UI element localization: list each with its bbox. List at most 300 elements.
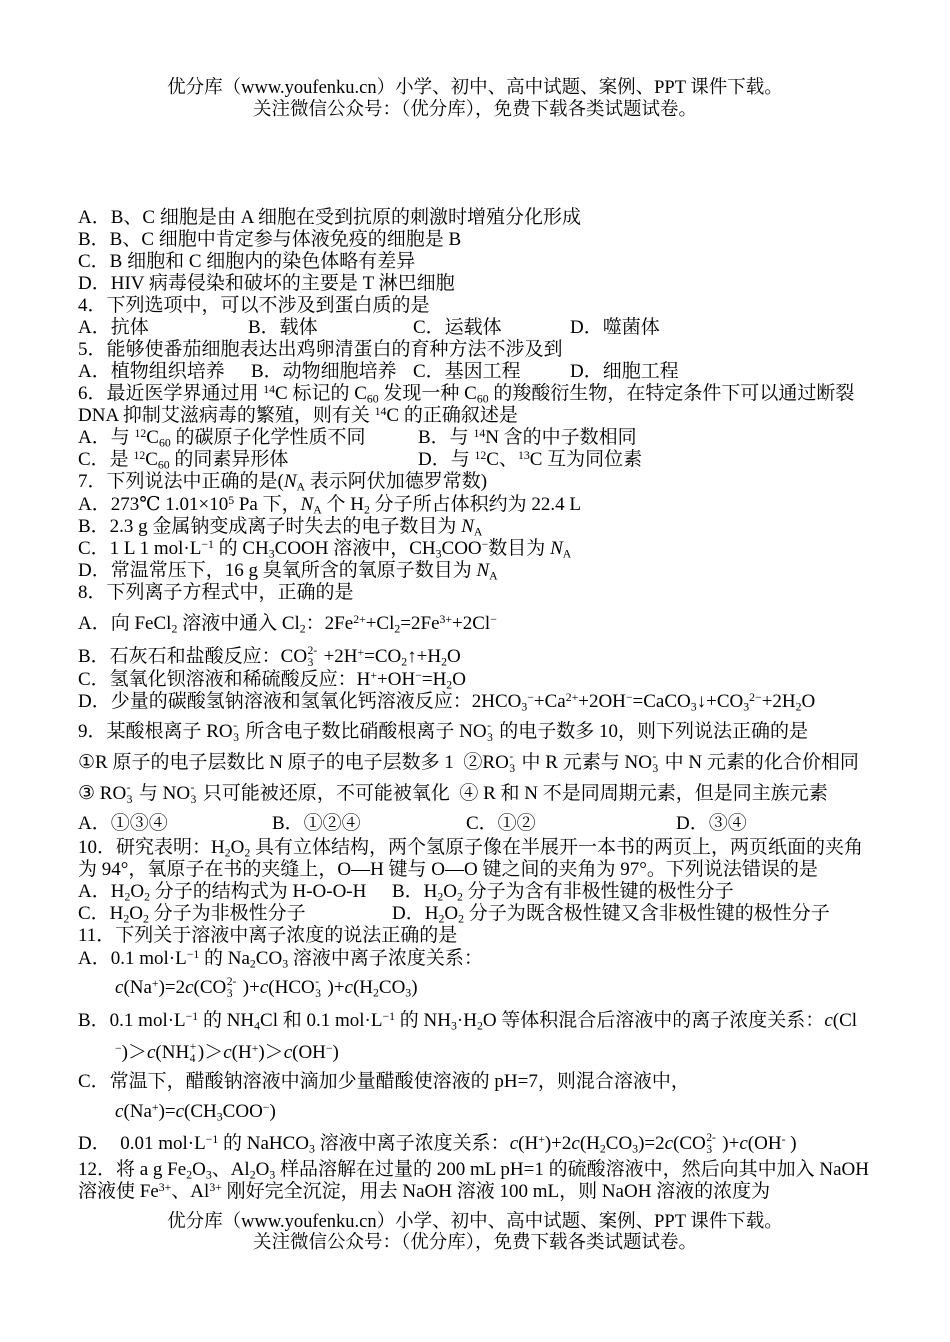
stacked-charge	[706, 1132, 716, 1156]
text-run: B．石灰石和盐酸反应：CO	[78, 646, 308, 667]
text-run: CO	[605, 1133, 633, 1154]
text-run: 与 NO	[134, 783, 191, 804]
charge-superscript: -	[652, 751, 657, 763]
text-run: +2OH	[578, 691, 626, 712]
text-run: B．动物细胞培养	[251, 361, 397, 382]
text-run: COO	[441, 538, 482, 559]
option-column	[78, 361, 225, 383]
text-run: O	[801, 691, 816, 712]
line-text	[78, 925, 457, 947]
superscript: −	[625, 690, 633, 704]
italic-symbol: c	[115, 1101, 124, 1122]
text-run: 中 R 元素与 NO	[516, 752, 652, 773]
superscript: −1	[382, 1009, 396, 1023]
text-run: )＞	[258, 1042, 284, 1063]
option-column	[272, 813, 361, 835]
q8-option-d	[0, 691, 950, 713]
superscript: −	[490, 612, 497, 626]
subscript: 3	[216, 1110, 223, 1124]
text-run: 个 H	[321, 494, 365, 515]
line-text	[78, 494, 581, 516]
subscript: 3	[309, 1142, 315, 1156]
subscript: A	[313, 503, 322, 517]
superscript: 12	[474, 448, 487, 462]
text-run: 分子的结构式为 H-O-O-H	[149, 881, 367, 902]
text-run: C．基因工程	[413, 361, 521, 382]
subscript: 2	[123, 912, 130, 926]
text-run: O	[443, 881, 458, 902]
line-text	[78, 229, 461, 251]
text-run: ：2Fe	[305, 613, 354, 634]
text-run: 、Al	[211, 1159, 250, 1180]
superscript: +	[151, 1100, 159, 1114]
charge-subscript: 3	[233, 732, 239, 744]
text-run: 的同素异形体	[169, 449, 289, 470]
superscript: 3+	[158, 1180, 172, 1194]
text-run: )＞	[121, 1042, 147, 1063]
text-run: A．0.1 mol·L	[78, 948, 187, 969]
subscript: 3	[282, 957, 289, 971]
text-run: C 标记的 C	[275, 383, 367, 404]
line-text	[78, 691, 815, 713]
superscript: +	[370, 668, 378, 682]
q11-option-c	[0, 1071, 950, 1093]
text-run: COOH 溶液中，CH	[274, 538, 436, 559]
subscript: 2	[457, 890, 463, 904]
text-run: O	[255, 1159, 270, 1180]
text-run: CO	[378, 977, 406, 998]
subscript: 2	[244, 846, 251, 860]
text-run: 9．某酸根离子 RO	[78, 721, 233, 742]
superscript: −	[115, 1041, 122, 1055]
q11-option-c-continued	[0, 1101, 950, 1123]
text-run: )	[785, 1133, 797, 1154]
q11-option-b-continued	[0, 1041, 950, 1063]
superscript: 2+	[353, 612, 366, 626]
text-run: A．H	[78, 881, 125, 902]
text-run: O	[447, 646, 461, 667]
q6-stem	[0, 383, 950, 405]
superscript: 3+	[439, 612, 453, 626]
q9-statements-3-4	[0, 782, 950, 804]
text-run: )=2	[158, 977, 186, 998]
subscript: 2	[144, 890, 150, 904]
line-text	[78, 516, 482, 538]
option-column	[78, 317, 149, 339]
text-run: )=	[158, 1101, 176, 1122]
italic-symbol: c	[175, 1101, 185, 1122]
text-run: 的 NH	[198, 1010, 255, 1031]
text-run: A．向 FeCl	[78, 613, 172, 634]
italic-symbol: N	[476, 560, 490, 581]
text-run: DNA 抑制艾滋病毒的繁殖，则有关	[78, 405, 375, 426]
q3-option-a	[0, 207, 950, 229]
option-column	[78, 449, 288, 471]
subscript: 4	[254, 1019, 261, 1033]
text-run: 刚好完全沉淀，用去 NaOH 溶液 100 mL，则 NaOH 溶液的浓度为	[221, 1181, 771, 1202]
subscript: 60	[366, 392, 379, 406]
superscript: 14	[374, 404, 387, 418]
charge-superscript: -	[315, 976, 320, 988]
superscript: −	[415, 668, 422, 682]
text-run: O	[230, 837, 245, 858]
superscript: −	[325, 1041, 333, 1055]
text-run: 4．下列选项中，可以不涉及到蛋白质的是	[78, 295, 430, 316]
subscript: 2	[249, 957, 256, 971]
subscript: 2	[373, 986, 379, 1000]
subscript: 3	[269, 1168, 276, 1182]
text-run: 分子为非极性分子	[148, 903, 306, 924]
charge-superscript: -	[190, 782, 195, 794]
q9-stem	[0, 720, 950, 742]
text-run: (CH	[184, 1101, 217, 1122]
text-run: C、	[486, 449, 518, 470]
text-run: (H	[518, 1133, 539, 1154]
text-run: (OH	[747, 1133, 782, 1154]
text-run: C．H	[78, 903, 124, 924]
text-run: O	[129, 903, 144, 924]
text-run: )+	[717, 1133, 740, 1154]
subscript: 60	[157, 458, 170, 472]
subscript: 2	[186, 1168, 193, 1182]
line-text	[115, 976, 418, 1000]
text-run: D．少量的碳酸氢钠溶液和氢氧化钙溶液反应：2HCO	[78, 691, 522, 712]
text-run: D．③④	[676, 813, 747, 834]
text-run: D．与	[418, 449, 475, 470]
page-header-line-1: 优分库（www.youfenku.cn）小学、初中、高中试题、案例、PPT 课件下载。	[167, 78, 783, 98]
text-run: )	[332, 1042, 339, 1063]
italic-symbol: c	[259, 977, 269, 998]
text-run: )	[411, 977, 418, 998]
q7-stem	[0, 471, 950, 493]
charge-subscript: 3	[126, 794, 133, 806]
line-text	[78, 1181, 770, 1203]
italic-symbol: c	[739, 1133, 748, 1154]
text-run: +2Cl	[452, 613, 491, 634]
q10-options-c-d	[0, 903, 950, 925]
q11-option-b	[0, 1010, 950, 1032]
charge-subscript: 3	[226, 988, 233, 1000]
text-run: 、Al	[171, 1181, 210, 1202]
text-run: 的 Na	[199, 948, 250, 969]
q3-option-b	[0, 229, 950, 251]
subscript: 2	[224, 846, 231, 860]
subscript: 3	[632, 1142, 639, 1156]
subscript: 2	[299, 622, 306, 636]
line-text	[78, 295, 430, 317]
q5-options	[0, 361, 950, 383]
text-run: 10．研究表明：H	[78, 837, 225, 858]
stacked-charge	[227, 976, 237, 1000]
subscript: 2	[401, 655, 408, 669]
option-column	[78, 427, 365, 449]
line-text	[78, 273, 455, 295]
subscript: 2	[437, 890, 444, 904]
subscript: 3	[205, 1168, 212, 1182]
subscript: 3	[435, 547, 442, 561]
q11-stem	[0, 925, 950, 947]
text-run: (Na	[123, 977, 152, 998]
subscript: 3	[743, 700, 750, 714]
charge-subscript: 3	[487, 732, 493, 744]
text-run: 只可能被还原，不可能被氧化 ④ R 和 N 不是同周期元素，但是同主族元素	[198, 783, 828, 804]
line-text	[78, 405, 518, 427]
subscript: 2	[458, 912, 464, 926]
charge-superscript: +	[189, 1041, 197, 1053]
text-run: B．2.3 g 金属钠变成离子时失去的电子数目为	[78, 516, 462, 537]
text-run: 样品溶解在过量的 200 mL pH=1 的硫酸溶液中，然后向其中加入 NaOH	[275, 1159, 869, 1180]
text-run: (NH	[155, 1042, 190, 1063]
stacked-charge	[190, 1041, 196, 1065]
superscript: −1	[186, 947, 200, 961]
text-run: 的 NH	[395, 1010, 451, 1031]
italic-symbol: c	[115, 977, 124, 998]
option-column	[676, 813, 747, 835]
text-run: C 互为同位素	[529, 449, 643, 470]
text-run: 的 NaHCO	[218, 1133, 310, 1154]
line-text	[78, 613, 497, 635]
text-run: 中 N 元素的化合价相同	[659, 752, 859, 773]
text-run: 具有立体结构，两个氢原子像在半展开一本书的两页上，两页纸面的夹角	[250, 837, 864, 858]
text-run: =CO	[364, 646, 402, 667]
line-text	[78, 383, 854, 405]
charge-superscript: 2-	[226, 976, 237, 988]
text-run: )	[269, 1101, 276, 1122]
stacked-charge	[233, 720, 239, 744]
subscript: 2	[394, 622, 401, 636]
superscript: 3+	[209, 1180, 222, 1194]
text-run: A．抗体	[78, 317, 149, 338]
text-run: (CO	[193, 977, 227, 998]
text-run: =2Fe	[400, 613, 440, 634]
q7-option-c	[0, 538, 950, 560]
superscript: 14	[473, 426, 486, 440]
q8-option-b	[0, 645, 950, 667]
subscript: 3	[690, 700, 697, 714]
text-run: =CaCO	[632, 691, 691, 712]
text-run: 溶液中离子浓度关系：	[314, 1133, 510, 1154]
subscript: A	[562, 547, 572, 561]
text-run: ·H	[456, 1010, 477, 1031]
superscript: -	[781, 1132, 786, 1146]
q4-options	[0, 317, 950, 339]
text-run: C 的正确叙述是	[386, 405, 518, 426]
text-run: Pa 下，	[234, 494, 301, 515]
subscript: 2	[438, 912, 445, 926]
q6-options-a-b	[0, 427, 950, 449]
italic-symbol: c	[824, 1010, 833, 1031]
text-run: )=2	[638, 1133, 665, 1154]
superscript: −1	[201, 537, 214, 551]
option-column	[418, 427, 637, 449]
option-column	[392, 881, 734, 903]
charge-superscript: -	[487, 720, 491, 732]
text-run: )+	[238, 977, 260, 998]
superscript: −	[527, 690, 534, 704]
italic-symbol: c	[283, 1042, 293, 1063]
italic-symbol: N	[300, 494, 314, 515]
text-run: +Cl	[365, 613, 395, 634]
subscript: 2	[171, 622, 178, 636]
text-run: C	[146, 427, 159, 448]
text-run: 数目为	[488, 538, 551, 559]
text-run: (Cl	[832, 1010, 858, 1031]
q8-option-a	[0, 613, 950, 635]
text-run: +Ca	[533, 691, 566, 712]
text-run: O	[130, 881, 145, 902]
line-text	[78, 751, 859, 775]
q10-stem	[0, 837, 950, 859]
text-run: ↑+H	[407, 646, 442, 667]
q12-stem	[0, 1159, 950, 1181]
charge-superscript: 2-	[307, 645, 318, 657]
line-text	[78, 859, 818, 881]
line-text	[78, 1159, 869, 1181]
text-run: Cl 和 0.1 mol·L	[260, 1010, 383, 1031]
page-header-line-2: 关注微信公众号：（优分库），免费下载各类试题试卷。	[252, 100, 697, 120]
text-run: O	[192, 1159, 206, 1180]
italic-symbol: c	[571, 1133, 580, 1154]
subscript: 2	[599, 1142, 606, 1156]
text-run: +2H	[761, 691, 796, 712]
text-run: 的 CH	[213, 538, 269, 559]
page-footer-line-1: 优分库（www.youfenku.cn）小学、初中、高中试题、案例、PPT 课件下载。	[167, 1212, 783, 1232]
subscript: 2	[124, 890, 131, 904]
superscript: +	[251, 1041, 259, 1055]
text-run: 发现一种 C	[378, 383, 477, 404]
option-column	[78, 903, 306, 925]
option-column	[78, 881, 366, 903]
subscript: A	[296, 480, 306, 494]
text-run: 12．将 a g Fe	[78, 1159, 187, 1180]
italic-symbol: c	[344, 977, 353, 998]
line-text	[78, 720, 808, 744]
text-run: 7．下列说法中正确的是(	[78, 471, 284, 492]
italic-symbol: c	[664, 1133, 674, 1154]
text-run: +2H	[318, 646, 358, 667]
text-run: 的电子数多 10，则下列说法正确的是	[494, 721, 809, 742]
text-run: B．①②④	[272, 813, 361, 834]
option-column	[413, 361, 521, 383]
line-text	[78, 538, 571, 560]
q9-statements-1-2	[0, 751, 950, 773]
q8-stem	[0, 582, 950, 604]
line-text	[78, 645, 461, 669]
text-run: C．运载体	[413, 317, 502, 338]
italic-symbol: c	[185, 977, 194, 998]
superscript: 12	[133, 448, 146, 462]
q7-option-b	[0, 516, 950, 538]
line-text	[78, 339, 563, 361]
line-text	[78, 207, 581, 229]
text-run: B．与	[418, 427, 474, 448]
charge-subscript: 3	[307, 657, 314, 669]
text-run: 的羧酸衍生物，在特定条件下可以通过断裂	[488, 383, 855, 404]
italic-symbol: c	[223, 1042, 232, 1063]
subscript: A	[473, 525, 483, 539]
italic-symbol: N	[283, 471, 297, 492]
text-run: 所含电子数比硝酸根离子 NO	[240, 721, 487, 742]
stacked-charge	[509, 751, 515, 775]
option-column	[413, 317, 502, 339]
subscript: 2	[476, 1019, 483, 1033]
superscript: 13	[517, 448, 530, 462]
line-text	[78, 1010, 857, 1032]
text-run: A．植物组织培养	[78, 361, 225, 382]
stacked-charge	[315, 976, 321, 1000]
stacked-charge	[652, 751, 658, 775]
superscript: +	[357, 645, 365, 659]
subscript: 2	[143, 912, 149, 926]
text-run: +OH	[377, 669, 416, 690]
text-run: D．HIV 病毒侵染和破坏的主要是 T 淋巴细胞	[78, 273, 455, 294]
text-run: A．①③④	[78, 813, 168, 834]
text-run: ↓+CO	[696, 691, 744, 712]
subscript: 2	[364, 503, 370, 517]
q3-option-c	[0, 251, 950, 273]
line-text	[78, 837, 863, 859]
text-run: A．与	[78, 427, 135, 448]
text-run: C．①②	[466, 813, 536, 834]
text-run: O	[444, 903, 459, 924]
text-run: (H	[231, 1042, 252, 1063]
text-run: D． 0.01 mol·L	[78, 1133, 206, 1154]
superscript: 5	[228, 493, 235, 507]
text-run: 8．下列离子方程式中，正确的是	[78, 582, 354, 603]
superscript: 2+	[565, 690, 579, 704]
text-run: CO	[255, 948, 283, 969]
line-text	[78, 1071, 690, 1093]
stacked-charge	[487, 720, 493, 744]
page-footer-line-2: 关注微信公众号：（优分库），免费下载各类试题试卷。	[252, 1233, 697, 1253]
subscript: 60	[158, 436, 171, 450]
text-run: C．氢氧化钡溶液和稀硫酸反应：H	[78, 669, 371, 690]
line-text	[115, 1101, 276, 1123]
text-run: D．细胞工程	[570, 361, 679, 382]
text-run: 溶液中离子浓度关系：	[288, 948, 483, 969]
q4-stem	[0, 295, 950, 317]
text-run: 分子为既含极性键又含非极性键的极性分子	[463, 903, 830, 924]
text-run: 11．下列关于溶液中离子浓度的说法正确的是	[78, 925, 458, 946]
text-run: =H	[421, 669, 447, 690]
line-text	[78, 1132, 797, 1156]
text-run: D．噬菌体	[570, 317, 660, 338]
text-run: )+2	[544, 1133, 572, 1154]
line-text	[78, 471, 487, 493]
subscript: 3	[521, 700, 528, 714]
subscript: 3	[450, 1019, 457, 1033]
subscript: 3	[405, 986, 412, 1000]
q11-option-a	[0, 948, 950, 970]
italic-symbol: c	[146, 1042, 156, 1063]
text-run: C．B 细胞和 C 细胞内的染色体略有差异	[78, 251, 416, 272]
text-run: B．B、C 细胞中肯定参与体液免疫的细胞是 B	[78, 229, 462, 250]
text-run: )＞	[197, 1042, 224, 1063]
charge-superscript: -	[509, 751, 514, 763]
superscript: 12	[134, 426, 147, 440]
stacked-charge	[127, 782, 133, 806]
text-run: 溶液中通入 Cl	[177, 613, 300, 634]
superscript: +	[538, 1132, 545, 1146]
text-run: C．是	[78, 449, 134, 470]
text-run: A．273℃ 1.01×10	[78, 494, 229, 515]
option-column	[392, 903, 830, 925]
q7-option-d	[0, 560, 950, 582]
charge-subscript: 3	[190, 794, 197, 806]
charge-superscript: -	[126, 782, 131, 794]
q7-option-a	[0, 494, 950, 516]
option-column	[418, 449, 642, 471]
